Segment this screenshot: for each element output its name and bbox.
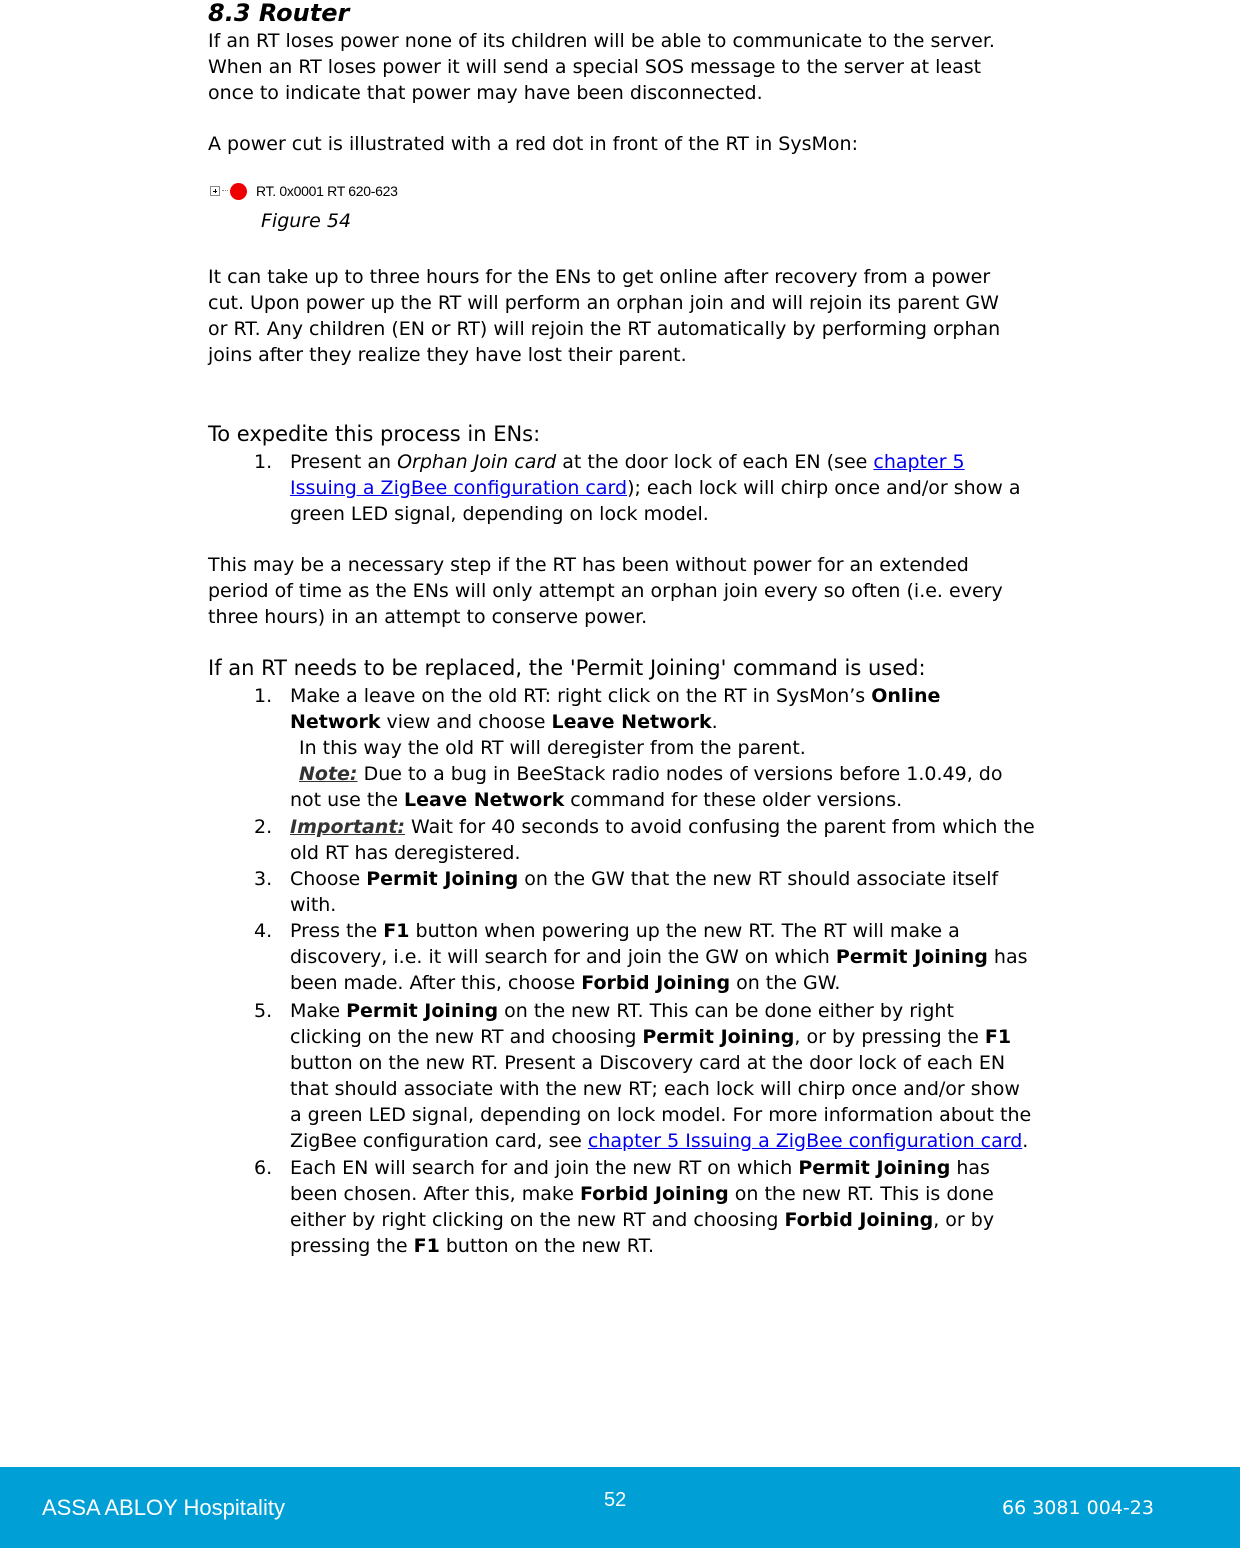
replace-step-1: Make a leave on the old RT: right click on the RT in SysMon’s Online Network view and choose Leave Network. In this way the old RT will deregister from the parent. Note: Due to a bug in BeeStack radio nodes of versions before 1.0.49, do not use the Leave Network command for these older versions. xyxy=(290,685,1003,811)
para3-line1: It can take up to three hours for the ENs to get online after recovery from a power xyxy=(208,266,991,288)
replace-step-6: Each EN will search for and join the new RT on which Permit Joining has been chosen. After this, make Forbid Joining on the new RT. This is done either by right clicking on the new RT and choosing Forbid Joining, or by pressing the F1 button on the new RT. xyxy=(290,1157,995,1257)
expand-plus-icon xyxy=(210,186,220,196)
rt-node-label: RT. 0x0001 RT 620-623 xyxy=(256,183,398,199)
para1-line3: once to indicate that power may have been disconnected. xyxy=(208,82,763,104)
list-number: 1. xyxy=(254,685,273,707)
tree-connector xyxy=(222,190,228,192)
para3-line2: cut. Upon power up the RT will perform an orphan join and will rejoin its parent GW xyxy=(208,292,999,314)
para1-line2: When an RT loses power it will send a special SOS message to the server at least xyxy=(208,56,982,78)
expedite-title: To expedite this process in ENs: xyxy=(208,422,541,446)
list-number: 6. xyxy=(254,1157,273,1179)
para2: A power cut is illustrated with a red dot in front of the RT in SysMon: xyxy=(208,133,858,155)
replace-step-3: Choose Permit Joining on the GW that the new RT should associate itself with. xyxy=(290,868,999,916)
sysmon-tree-node xyxy=(210,180,398,202)
replace-step-4: Press the F1 button when powering up the new RT. The RT will make a discovery, i.e. it will search for and join the GW on which Permit Joining has been made. After this, choose Forbid Joining on the GW. xyxy=(290,920,1028,994)
chapter-5-link[interactable]: chapter 5 xyxy=(873,451,965,473)
document-number: 66 3081 004-23 xyxy=(1002,1497,1154,1519)
figure-caption: Figure 54 xyxy=(261,210,352,232)
list-number: 3. xyxy=(254,868,273,890)
power-cut-red-dot-icon xyxy=(230,183,247,200)
page-footer xyxy=(0,1467,1240,1548)
list-number: 5. xyxy=(254,1000,273,1022)
replace-step-2: Important: Wait for 40 seconds to avoid confusing the parent from which the old RT has deregistered. xyxy=(290,816,1035,864)
para3-line4: joins after they realize they have lost their parent. xyxy=(208,344,687,366)
para4-line1: This may be a necessary step if the RT has been without power for an extended xyxy=(208,554,969,576)
para1-line1: If an RT loses power none of its children will be able to communicate to the server. xyxy=(208,30,995,52)
replace-title: If an RT needs to be replaced, the 'Permit Joining' command is used: xyxy=(208,656,926,680)
list-number: 1. xyxy=(254,451,273,473)
replace-step-5: Make Permit Joining on the new RT. This can be done either by right clicking on the new RT and choosing Permit Joining, or by pressing the F1 button on the new RT. Present a Discovery card at the door lock of each EN that should associate with the new RT; each lock will chirp once and/or show a green LED signal, depending on lock model. For more information about the ZigBee configuration card, see chapter 5 Issuing a ZigBee configuration card. xyxy=(290,1000,1032,1152)
para3-line3: or RT. Any children (EN or RT) will rejoin the RT automatically by performing orphan xyxy=(208,318,1001,340)
list-number: 2. xyxy=(254,816,273,838)
expedite-step-1: Present an Orphan Join card at the door lock of each EN (see chapter 5 Issuing a ZigBee configuration card); each lock will chirp once and/or show a green LED signal, depending on lock model. xyxy=(290,451,1021,525)
list-number: 4. xyxy=(254,920,273,942)
para4-line3: three hours) in an attempt to conserve power. xyxy=(208,606,648,628)
page-number: 52 xyxy=(604,1489,627,1511)
issuing-zigbee-card-link[interactable]: Issuing a ZigBee configuration card xyxy=(290,477,628,499)
para4-line2: period of time as the ENs will only attempt an orphan join every so often (i.e. every xyxy=(208,580,1003,602)
chapter-5-issuing-zigbee-link[interactable]: chapter 5 Issuing a ZigBee configuration card xyxy=(587,1130,1023,1152)
company-name: ASSA ABLOY Hospitality xyxy=(42,1495,285,1520)
section-heading: 8.3 Router xyxy=(208,0,350,27)
